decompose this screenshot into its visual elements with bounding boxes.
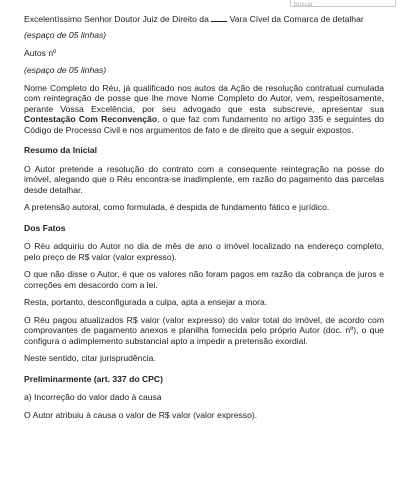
section-heading-preliminary: Preliminarmente (art. 337 do CPC) bbox=[24, 373, 163, 384]
section-heading-summary: Resumo da Inicial bbox=[24, 145, 98, 156]
court-address-end: Vara Cível da Comarca de detalhar bbox=[229, 14, 364, 24]
preliminary-paragraph: O Autor atribuiu à causa o valor de R$ valor (valor expresso). bbox=[24, 409, 258, 420]
blank-line bbox=[211, 14, 227, 22]
preliminary-item: a) Incorreção do valor dado à causa bbox=[24, 392, 162, 403]
facts-paragraph: O Réu pagou atualizados R$ valor (valor expresso) do valor total do imóvel, de acordo com comprovantes de pagamento anexos e planilha fornecida pelo próprio Autor (doc. nº), o que configura o adimplemento substancial apto a impedir a pretensão exordial. bbox=[24, 314, 384, 346]
facts-paragraph: O Réu adquiriu do Autor no dia de mês de ano o imóvel localizado na endereço completo, pelo preço de R$ valor (valor expresso). bbox=[24, 241, 384, 262]
court-address-start: Excelentíssimo Senhor Doutor Juiz de Direito da bbox=[24, 14, 209, 24]
spacing-note: (espaço de 05 linhas) bbox=[24, 30, 107, 41]
spacing-note: (espaço de 05 linhas) bbox=[24, 65, 107, 76]
facts-paragraph: Resta, portanto, desconfigurada a culpa, apta a ensejar a mora. bbox=[24, 297, 268, 308]
section-heading-facts: Dos Fatos bbox=[24, 222, 66, 233]
court-address bbox=[24, 14, 384, 24]
case-number: Autos nº bbox=[24, 47, 57, 58]
facts-paragraph: Neste sentido, citar jurisprudência. bbox=[24, 353, 156, 364]
intro-text: Nome Completo do Réu, já qualificado nos autos da Ação de resolução contratual cumulada com reintegração de posse que lhe move Nome Completo do Autor, vem, respeitosamente, perante Vossa Excelência, por seu advogado que esta subscreve, apresentar sua bbox=[24, 82, 384, 114]
document-body bbox=[24, 14, 384, 427]
facts-paragraph: O que não disse o Autor, é que os valores não foram pagos em razão da cobrança de juros e correções em desacordo com a lei. bbox=[24, 269, 384, 290]
search-box[interactable] bbox=[290, 0, 396, 7]
summary-paragraph: O Autor pretende a resolução do contrato com a consequente reintegração na posse do imóvel, alegando que o Réu encontra-se inadimplente, em razão do pagamento das parcelas desde detalhar. bbox=[24, 163, 384, 195]
search-input[interactable] bbox=[291, 1, 395, 9]
intro-text-end: , o que faz com fundamento no artigo 335 e seguintes do Código de Processo Civil e nos argumentos de fato e de direito que a seguir expostos. bbox=[24, 114, 385, 135]
intro-bold-text: Contestação Com Reconvenção bbox=[24, 114, 158, 125]
summary-paragraph: A pretensão autoral, como formulada, é despida de fundamento fático e jurídico. bbox=[24, 202, 330, 213]
intro-paragraph bbox=[24, 83, 384, 135]
